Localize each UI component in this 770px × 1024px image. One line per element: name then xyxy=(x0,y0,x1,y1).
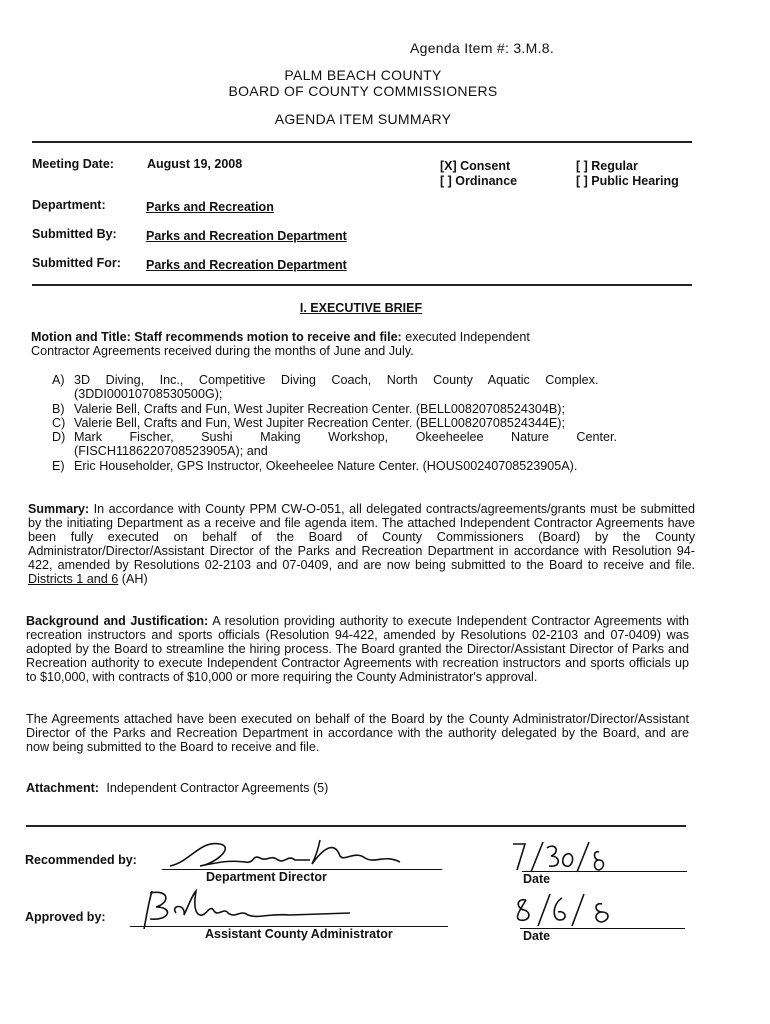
background-label: Background and Justification: xyxy=(26,614,209,628)
director-title: Department Director xyxy=(206,870,327,884)
list-item-key: C) xyxy=(52,416,66,430)
summary-text: In accordance with County PPM CW-O-051, all delegated contracts/agreements/grants must be submitted by the initiating Department as a receive and file agenda item. The attached Independent Contractor Agreements have been fully executed on behalf of the Board of County Commissioners (Board) by the County Administrator/Director/Assistant Director of the Parks and Recreation Department in accordance with Resolution 94-422, amended by Resolutions 02-2103 and 07-0409, and are now being submitted to the Board to receive and file. xyxy=(28,502,695,572)
list-item xyxy=(52,402,692,416)
motion-and-title xyxy=(31,330,696,358)
meeting-date-value: August 19, 2008 xyxy=(147,157,243,171)
list-item-text: (FISCH1186220708523905A); and xyxy=(74,444,268,458)
administrator-date-handwritten xyxy=(512,890,622,928)
background-text: A resolution providing authority to execute Independent Contractor Agreements with recreation instructors and sports officials (Resolution 94-422, amended by Resolutions 02-2103 and 07-0409) was adopted by the Board to streamline the hiring process. The Board granted the Director/Assistant Director of Parks and Recreation authority to execute Independent Contractor Agreements with recreation instructors and sports officials up to $10,000, with contracts of $10,000 or more requiring the County Administrator's approval. xyxy=(26,614,689,684)
department-label: Department: xyxy=(32,198,106,212)
regular-checkbox: [ ] Regular xyxy=(576,159,638,173)
list-item-text: Valerie Bell, Crafts and Fun, West Jupiter Recreation Center. (BELL00820708524344E); xyxy=(74,416,565,430)
submitted-for-label: Submitted For: xyxy=(32,256,121,270)
meeting-date-label: Meeting Date: xyxy=(32,157,114,171)
administrator-date-label: Date xyxy=(523,929,551,943)
recommended-by-label: Recommended by: xyxy=(25,853,137,867)
header-rule xyxy=(32,141,692,143)
ordinance-checkbox: [ ] Ordinance xyxy=(440,174,518,188)
list-item xyxy=(52,416,692,430)
director-date-handwritten xyxy=(505,838,615,874)
county-name: PALM BEACH COUNTY xyxy=(284,67,442,83)
submitted-by-label: Submitted By: xyxy=(32,227,117,241)
districts-link: Districts 1 and 6 xyxy=(28,572,119,586)
motion-bold-text: Staff recommends motion to receive and file: xyxy=(134,330,402,344)
list-item-text: 3D Diving, Inc., Competitive Diving Coach, North County Aquatic Complex. xyxy=(74,373,599,387)
department-value: Parks and Recreation xyxy=(146,200,274,214)
submitted-for-value: Parks and Recreation Department xyxy=(146,258,347,272)
attachment-label: Attachment: xyxy=(26,781,99,795)
list-item xyxy=(52,459,692,473)
signature-rule xyxy=(26,825,686,827)
submitted-by-value: Parks and Recreation Department xyxy=(146,229,347,243)
list-item-text: Mark Fischer, Sushi Making Workshop, Okeeheelee Nature Center. xyxy=(74,430,617,444)
list-item-text: Eric Householder, GPS Instructor, Okeeheelee Nature Center. (HOUS00240708523905A). xyxy=(74,459,578,473)
list-item-key: D) xyxy=(52,430,66,444)
director-date-label: Date xyxy=(523,872,551,886)
background-paragraph xyxy=(26,614,689,684)
list-item xyxy=(52,430,692,458)
agenda-item-number: Agenda Item #: 3.M.8. xyxy=(410,40,555,56)
summary-label: Summary: xyxy=(28,502,90,516)
list-item-text: Valerie Bell, Crafts and Fun, West Jupiter Recreation Center. (BELL00820708524304B); xyxy=(74,402,565,416)
summary-paragraph xyxy=(28,502,695,586)
administrator-title: Assistant County Administrator xyxy=(205,927,393,941)
summary-suffix: (AH) xyxy=(121,572,148,586)
background-paragraph-2: The Agreements attached have been executed on behalf of the Board by the County Administrator/Director/Assistant Director of the Parks and Recreation Department in accordance with the authority delegated by the Board, and are now being submitted to the Board to receive and file. xyxy=(26,712,689,754)
list-item xyxy=(52,373,692,401)
public-hearing-checkbox: [ ] Public Hearing xyxy=(576,174,679,188)
list-item-key: E) xyxy=(52,459,65,473)
consent-checkbox: [X] Consent xyxy=(440,159,511,173)
list-item-key: B) xyxy=(52,402,65,416)
motion-text: executed Independent xyxy=(405,330,530,344)
attachment-value: Independent Contractor Agreements (5) xyxy=(106,781,329,795)
attachment-row xyxy=(26,781,328,795)
board-name: BOARD OF COUNTY COMMISSIONERS xyxy=(228,83,498,99)
approved-by-label: Approved by: xyxy=(25,910,106,924)
section-rule xyxy=(32,284,692,286)
page-title: AGENDA ITEM SUMMARY xyxy=(274,111,452,127)
motion-label: Motion and Title: xyxy=(31,330,131,344)
list-item-text: (3DDI00010708530500G); xyxy=(74,387,223,401)
section-title: I. EXECUTIVE BRIEF xyxy=(299,301,423,315)
list-item-key: A) xyxy=(52,373,65,387)
motion-text-line2: Contractor Agreements received during the months of June and July. xyxy=(31,344,414,358)
